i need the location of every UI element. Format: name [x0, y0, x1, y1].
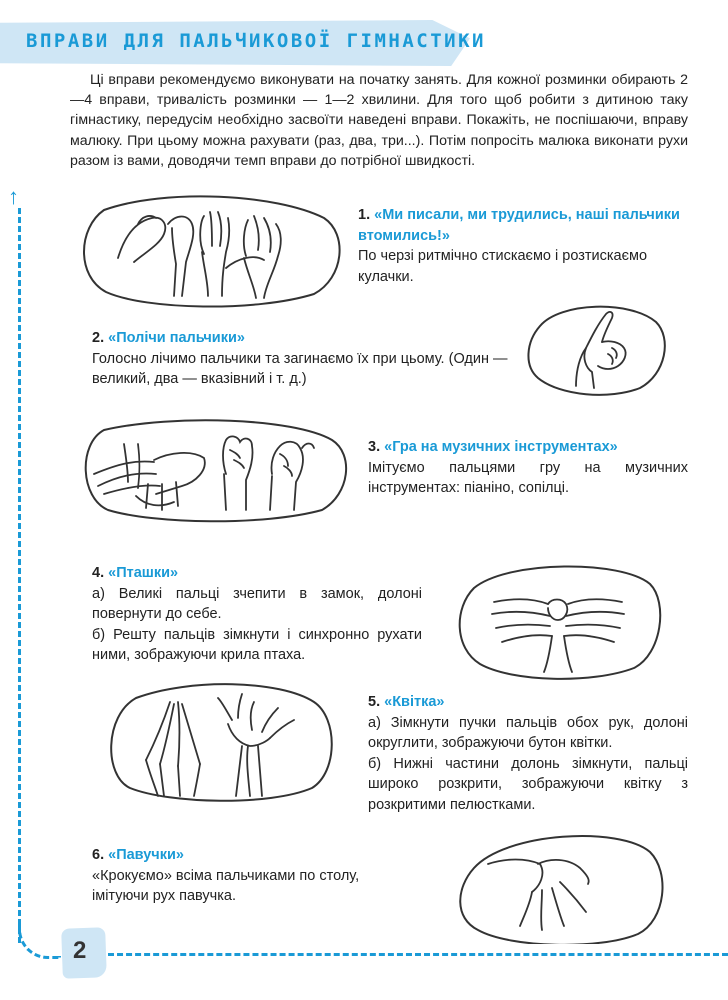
- dashed-border-bottom: [108, 953, 728, 956]
- exercise-5: [368, 692, 688, 815]
- fists-illustration: [76, 188, 346, 310]
- instruments-illustration: [74, 414, 354, 524]
- exercise-text: Імітуємо пальцями гру на музичних інструментах: піаніно, сопілці.: [368, 459, 688, 496]
- exercise-text: б) Решту пальців зімкнути і синхронно рухати ними, зображуючи крила птаха.: [92, 626, 422, 663]
- dashed-border-left: [18, 208, 21, 943]
- exercise-text: Голосно лічимо пальчики та загинаємо їх при цьому. (Один — великий, два — вказівний і т. д.): [92, 350, 508, 387]
- exercise-title: «Квітка»: [384, 694, 445, 710]
- page-number: 2: [73, 937, 87, 964]
- exercise-text: б) Нижні частини долонь зімкнути, пальці широко розкрити, зображуючи квітку з розкритими пелюстками.: [368, 755, 688, 813]
- exercise-4: [92, 563, 422, 666]
- exercise-number: 1.: [358, 207, 371, 223]
- flower-illustration: [100, 680, 338, 804]
- exercise-text: а) Великі пальці зчепити в замок, долоні повернути до себе.: [92, 585, 422, 622]
- exercise-number: 4.: [92, 565, 105, 581]
- exercise-3: [368, 437, 688, 499]
- exercise-number: 6.: [92, 847, 105, 863]
- exercise-text: «Крокуємо» всіма пальчиками по столу, імітуючи рух павучка.: [92, 867, 360, 904]
- dashed-border-corner: [18, 920, 61, 959]
- page-title: ВПРАВИ ДЛЯ ПАЛЬЧИКОВОЇ ГІМНАСТИКИ: [26, 30, 486, 52]
- exercise-title: «Пташки»: [108, 565, 179, 581]
- exercise-number: 3.: [368, 439, 381, 455]
- exercise-number: 5.: [368, 694, 381, 710]
- exercise-text: а) Зімкнути пучки пальців обох рук, долоні округлити, зображуючи бутон квітки.: [368, 714, 688, 751]
- exercise-number: 2.: [92, 330, 105, 346]
- counting-fingers-illustration: [520, 296, 670, 396]
- exercise-2: [92, 328, 512, 390]
- exercise-title: «Павучки»: [108, 847, 184, 863]
- intro-paragraph: Ці вправи рекомендуємо виконувати на початку занять. Для кожної розминки обирають 2—4 вправи, тривалість розминки — 1—2 хвилини. Для того щоб робити з дитиною таку гімнастику, передусім необхідно засвоїти наведені вправи. Покажіть, не поспішаючи, вправу малюку. При цьому можна рахувати (раз, два, три...). Потім попросіть малюка виконати рухи разом із вами, доводячи темп вправи до потрібної швидкості.: [70, 72, 688, 169]
- exercise-1: [358, 205, 688, 287]
- exercise-6: [92, 845, 412, 907]
- exercise-title: «Ми писали, ми трудились, наші пальчики втомились!»: [358, 207, 680, 244]
- birds-illustration: [452, 558, 664, 680]
- exercise-title: «Гра на музичних інструментах»: [384, 439, 618, 455]
- arrow-up-icon: ↑: [8, 184, 19, 209]
- exercise-text: По черзі ритмічно стискаємо і розтискаємо кулачки.: [358, 248, 648, 285]
- spider-illustration: [450, 828, 670, 944]
- exercise-title: «Полічи пальчики»: [108, 330, 245, 346]
